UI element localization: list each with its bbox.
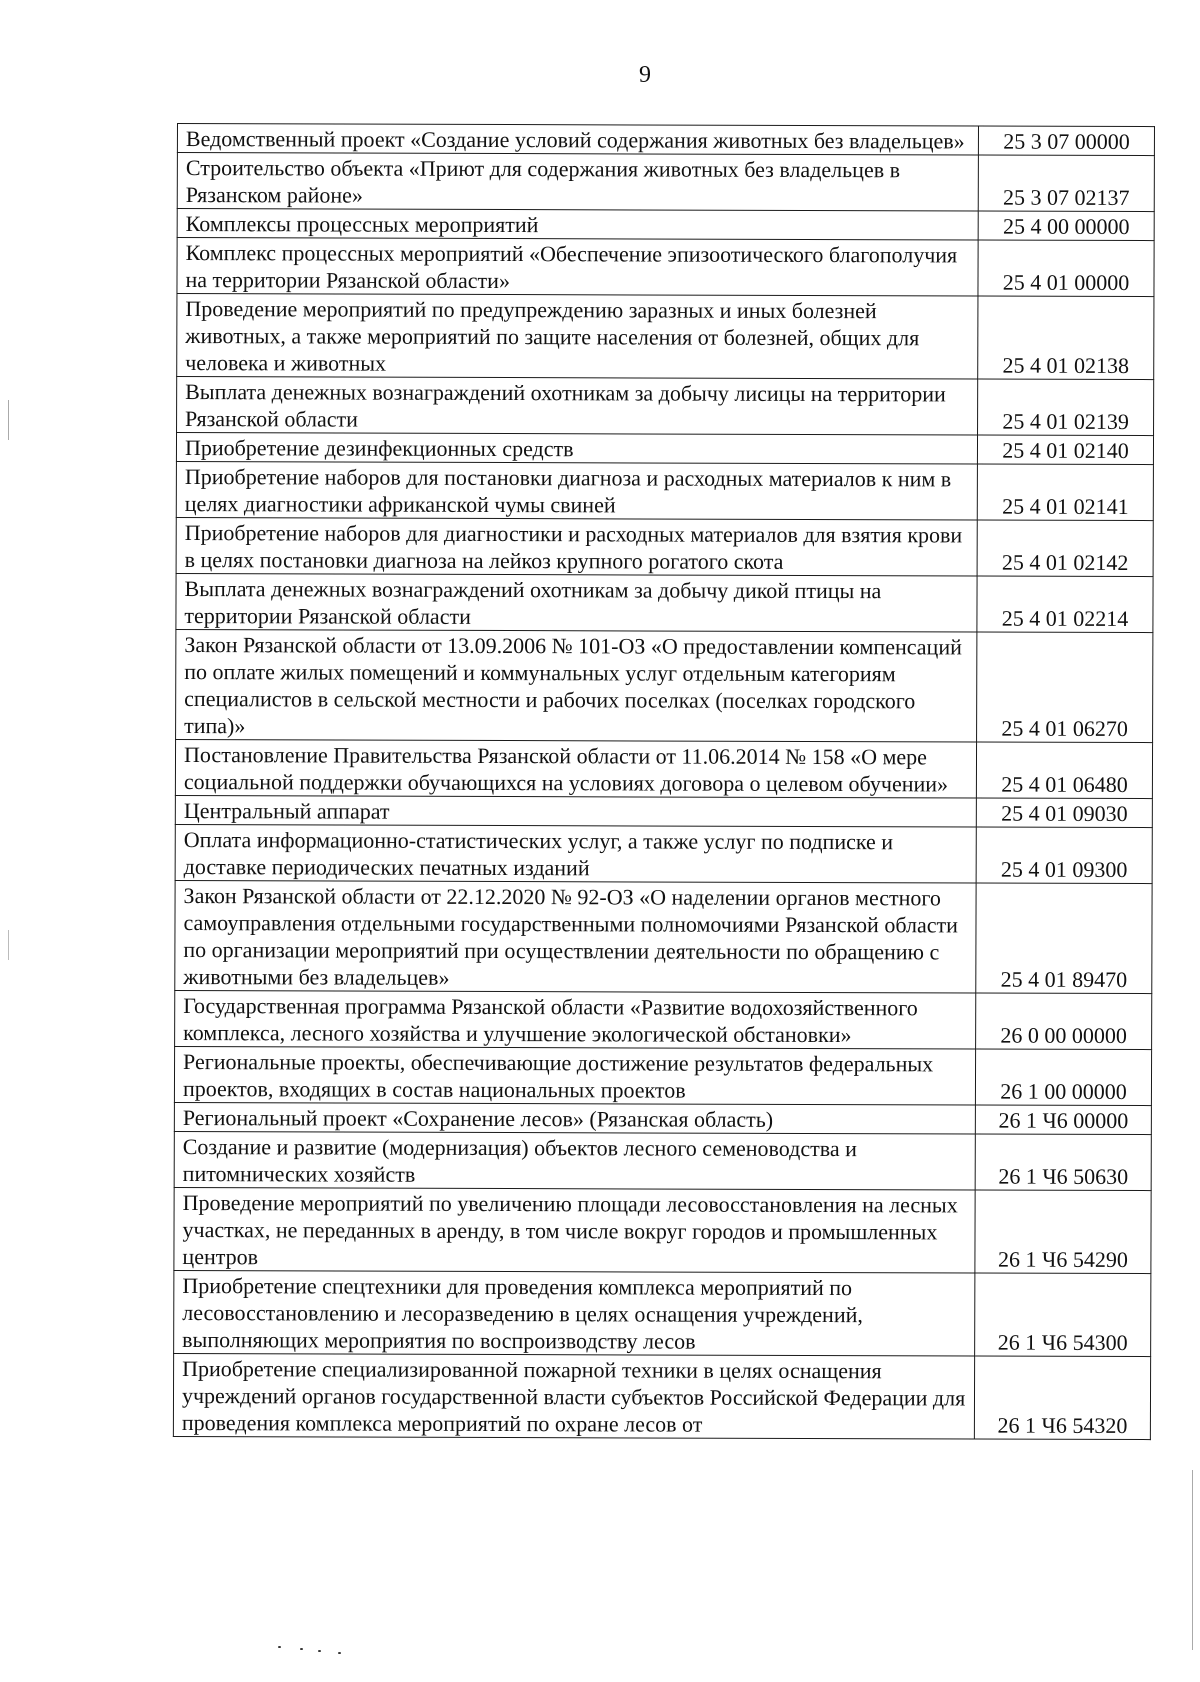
table-row [175, 795, 1152, 827]
scan-margin-line-left [8, 400, 9, 440]
row-name-cell: Проведение мероприятий по увеличению площади лесовосстановления на лесных участках, не переданных в аренду, в том числе вокруг городов и промышленных центров [174, 1187, 975, 1273]
table-row [177, 294, 1154, 380]
scan-margin-line-left [8, 930, 9, 960]
scan-speck [300, 1648, 303, 1650]
row-name-cell: Ведомственный проект «Создание условий содержания животных без владельцев» [177, 124, 978, 156]
table-row [175, 739, 1152, 798]
row-code-cell: 25 4 00 00000 [978, 211, 1154, 241]
row-name-cell: Оплата информационно-статистических услуг, а также услуг по подписке и доставке периодических печатных изданий [175, 824, 976, 883]
row-code-cell: 25 4 01 09300 [976, 827, 1152, 884]
table-row [176, 629, 1153, 742]
row-name-cell: Закон Рязанской области от 13.09.2006 № 101-ОЗ «О предоставлении компенсаций по оплате жилых помещений и коммунальных услуг отдельным категориям специалистов в сельской местности и рабочих поселках (поселках городского типа)» [176, 629, 977, 742]
row-name-cell: Выплата денежных вознаграждений охотникам за добычу лисицы на территории Рязанской области [177, 377, 978, 436]
row-name-cell: Комплексы процессных мероприятий [177, 209, 978, 241]
row-code-cell: 25 3 07 02137 [978, 155, 1154, 212]
row-name-cell: Приобретение спецтехники для проведения комплекса мероприятий по лесовосстановлению и лесоразведению в целях оснащения учреждений, выполняющих мероприятия по воспроизводству лесов [174, 1270, 975, 1356]
row-name-cell: Строительство объекта «Приют для содержания животных без владельцев в Рязанском районе» [177, 153, 978, 212]
row-code-cell: 26 1 Ч6 50630 [975, 1134, 1151, 1191]
table-row [174, 1102, 1151, 1134]
row-name-cell: Региональные проекты, обеспечивающие достижение результатов федеральных проектов, входящих в состав национальных проектов [174, 1046, 975, 1105]
row-name-cell: Региональный проект «Сохранение лесов» (Рязанская область) [174, 1102, 975, 1134]
row-name-cell: Приобретение наборов для постановки диагноза и расходных материалов к ним в целях диагностики африканской чумы свиней [176, 461, 977, 520]
row-name-cell: Закон Рязанской области от 22.12.2020 № 92-ОЗ «О наделении органов местного самоуправления отдельными государственными полномочиями Рязанской области по организации мероприятий при осуществлении деятельности по обращению с животными без владельцев» [175, 880, 976, 993]
table-row [173, 1353, 1150, 1439]
row-code-cell: 26 1 Ч6 54320 [974, 1356, 1150, 1440]
table-row [175, 824, 1152, 883]
row-code-cell: 26 1 00 00000 [976, 1049, 1152, 1106]
page-number: 9 [639, 62, 651, 88]
row-code-cell: 25 4 01 89470 [976, 883, 1152, 994]
row-code-cell: 26 1 Ч6 00000 [975, 1105, 1151, 1135]
row-code-cell: 25 4 01 00000 [978, 240, 1154, 297]
table-row [177, 238, 1154, 297]
row-name-cell: Постановление Правительства Рязанской области от 11.06.2014 № 158 «О мере социальной поддержки обучающихся на условиях договора о целевом обучении» [175, 739, 976, 798]
table-row [176, 517, 1153, 576]
table-row [177, 153, 1154, 212]
row-code-cell: 26 1 Ч6 54290 [975, 1190, 1151, 1274]
scan-speck [338, 1652, 341, 1654]
row-code-cell: 25 4 01 09030 [976, 798, 1152, 828]
row-code-cell: 25 4 01 02139 [978, 379, 1154, 436]
table-body [173, 124, 1154, 1440]
scan-speck [318, 1650, 321, 1652]
table-row [175, 990, 1152, 1049]
scan-margin-line-right [1192, 1470, 1193, 1650]
table-row [176, 573, 1153, 632]
row-name-cell: Приобретение наборов для диагностики и расходных материалов для взятия крови в целях постановки диагноза на лейкоз крупного рогатого скота [176, 517, 977, 576]
row-name-cell: Центральный аппарат [175, 795, 976, 827]
row-name-cell: Приобретение специализированной пожарной техники в целях оснащения учреждений органов государственной власти субъектов Российской Федерации для проведения комплекса мероприятий по охране лесов от [173, 1353, 974, 1439]
table-row [174, 1046, 1151, 1105]
row-name-cell: Комплекс процессных мероприятий «Обеспечение эпизоотического благополучия на территории Рязанской области» [177, 238, 978, 297]
table-row [174, 1187, 1151, 1273]
table-row [177, 209, 1154, 241]
row-name-cell: Создание и развитие (модернизация) объектов лесного семеноводства и питомнических хозяйств [174, 1131, 975, 1190]
row-code-cell: 26 0 00 00000 [976, 993, 1152, 1050]
row-code-cell: 25 4 01 02140 [978, 435, 1154, 465]
table-row [174, 1270, 1151, 1356]
table-row [177, 377, 1154, 436]
row-code-cell: 25 4 01 02138 [978, 296, 1154, 380]
row-name-cell: Выплата денежных вознаграждений охотникам за добычу дикой птицы на территории Рязанской области [176, 573, 977, 632]
table-row [176, 461, 1153, 520]
row-code-cell: 25 4 01 06270 [977, 632, 1153, 743]
row-code-cell: 25 3 07 00000 [978, 126, 1154, 156]
row-code-cell: 25 4 01 02142 [977, 520, 1153, 577]
row-code-cell: 26 1 Ч6 54300 [975, 1273, 1151, 1357]
row-code-cell: 25 4 01 02214 [977, 576, 1153, 633]
row-name-cell: Приобретение дезинфекционных средств [176, 433, 977, 465]
row-code-cell: 25 4 01 02141 [977, 464, 1153, 521]
table-row [176, 433, 1153, 465]
budget-classification-table [173, 123, 1155, 1440]
row-code-cell: 25 4 01 06480 [976, 742, 1152, 799]
row-name-cell: Проведение мероприятий по предупреждению заразных и иных болезней животных, а также мероприятий по защите населения от болезней, общих для человека и животных [177, 294, 978, 380]
table-row [174, 1131, 1151, 1190]
table-row [175, 880, 1152, 993]
table-row [177, 124, 1154, 156]
row-name-cell: Государственная программа Рязанской области «Развитие водохозяйственного комплекса, лесного хозяйства и улучшение экологической обстановки» [175, 990, 976, 1049]
scan-speck [278, 1646, 281, 1648]
